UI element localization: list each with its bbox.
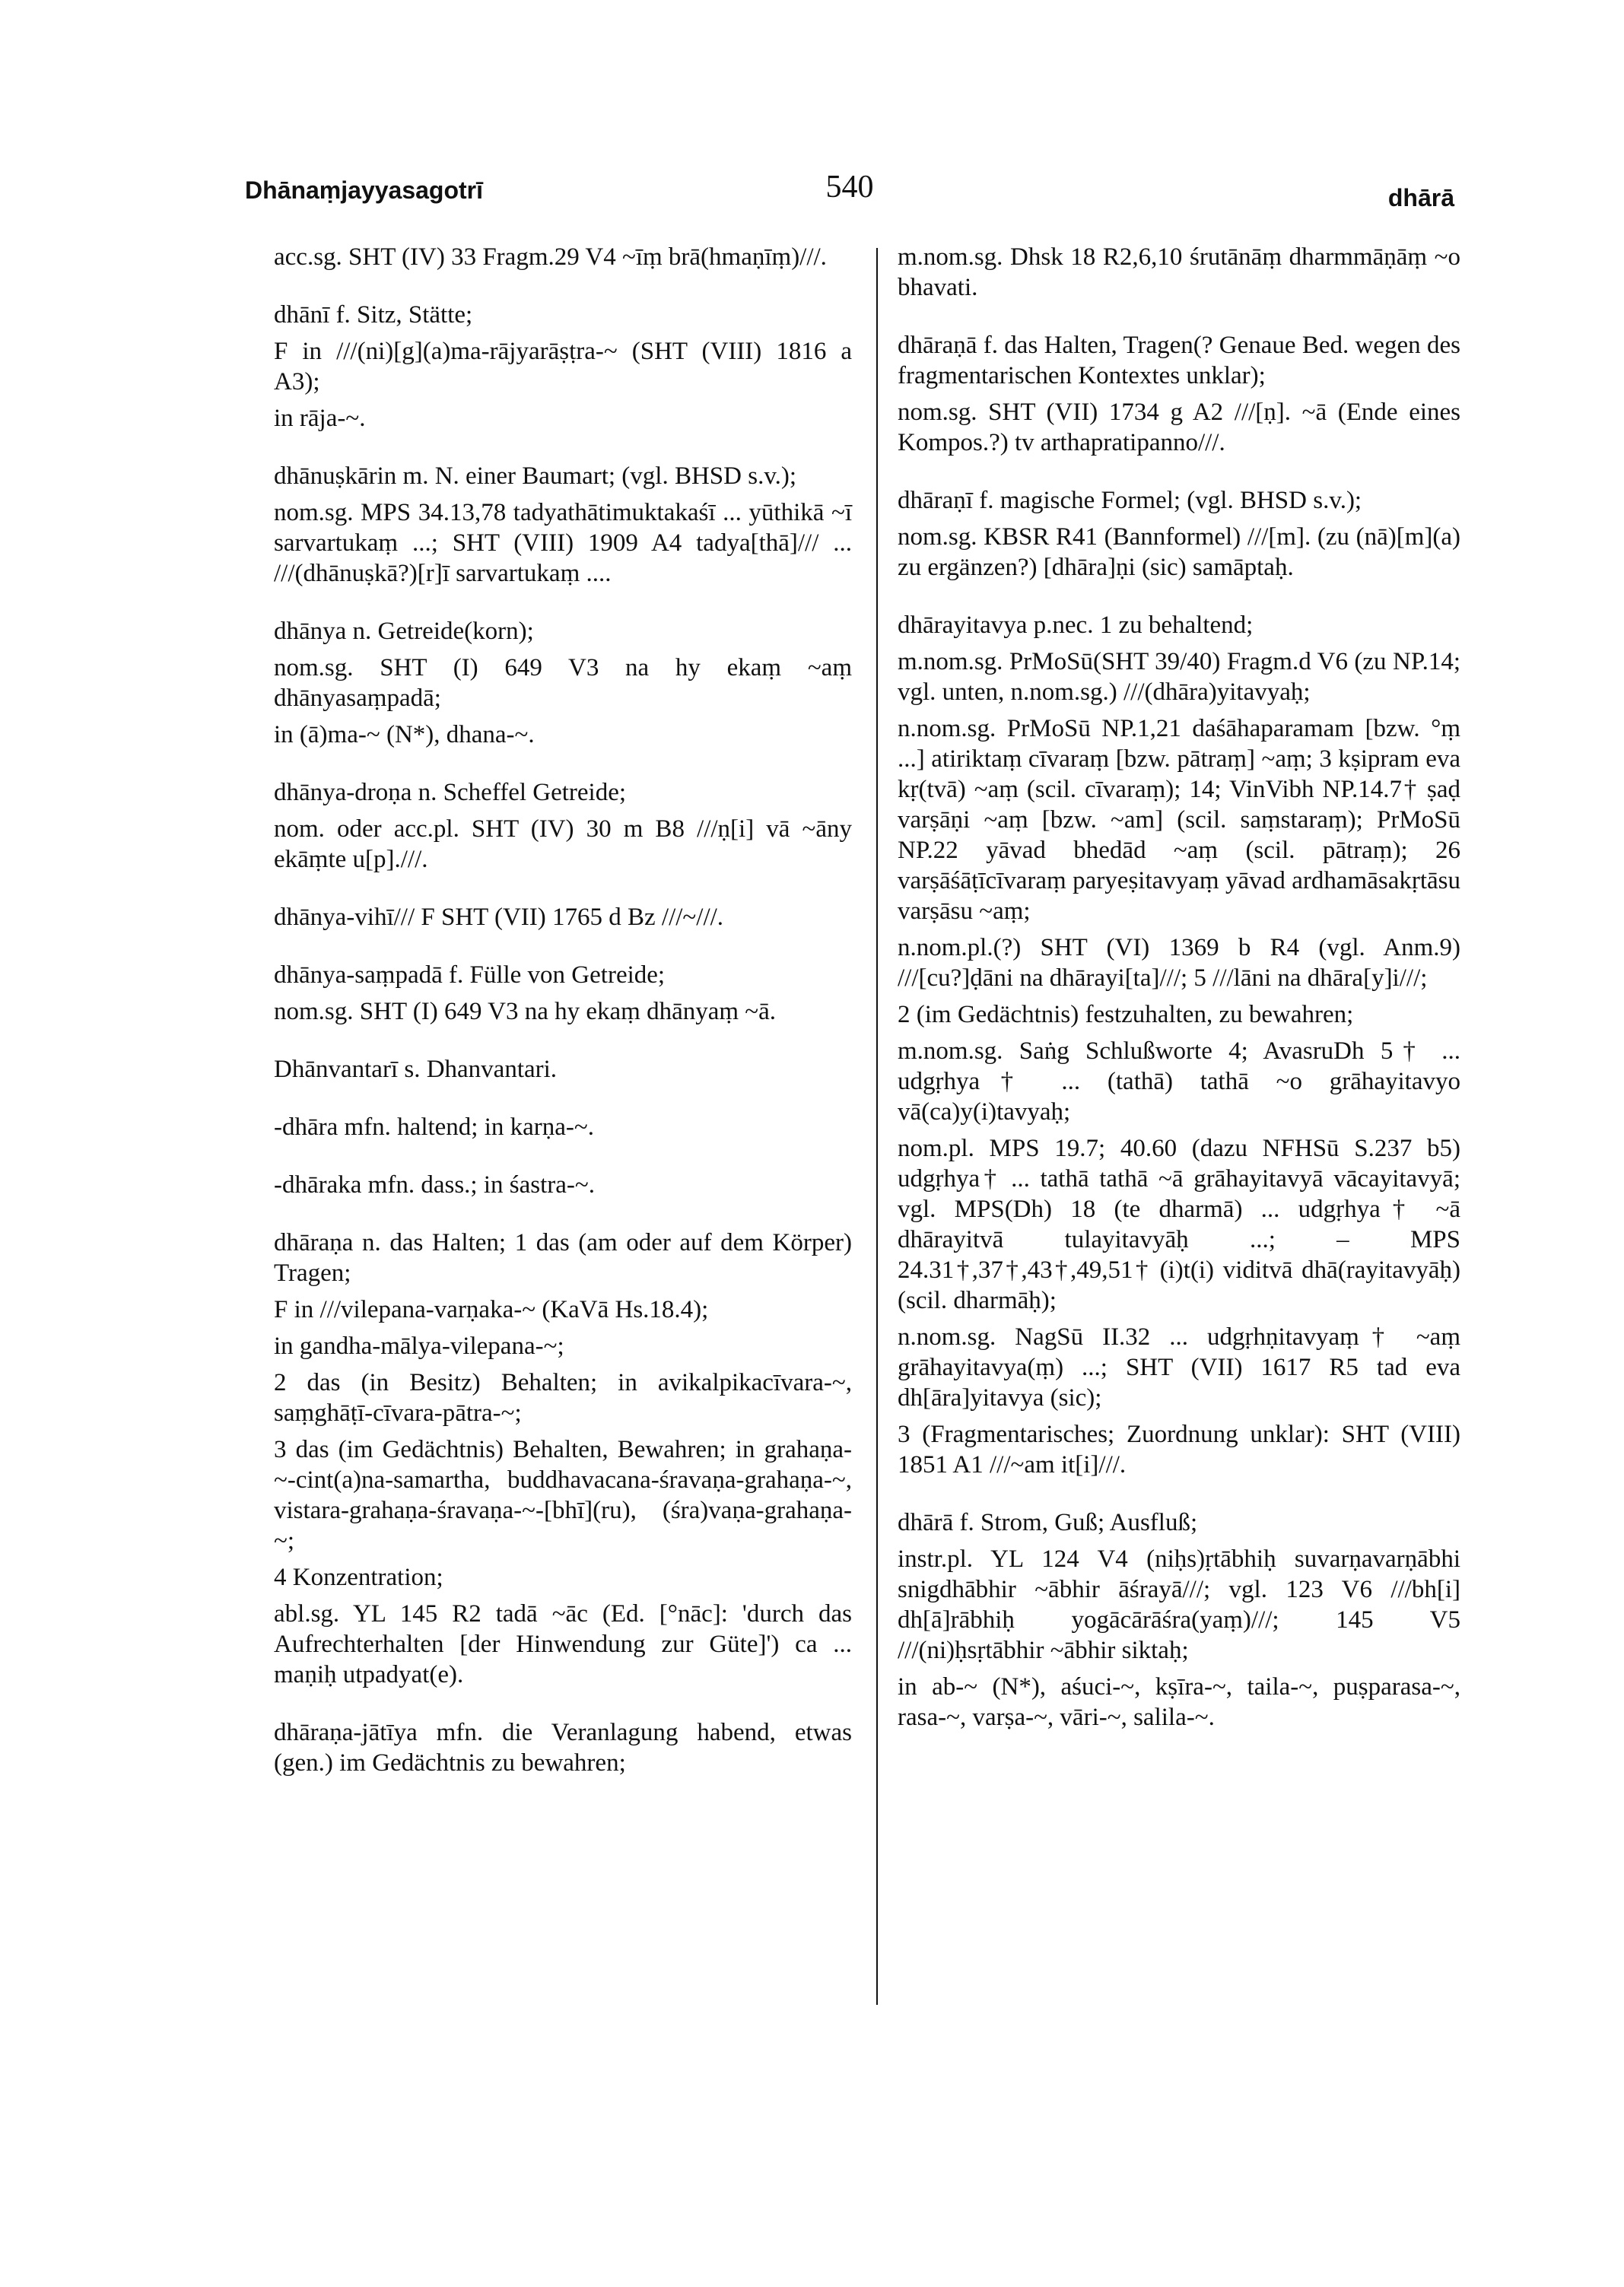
entry-line: instr.pl. YL 124 V4 (niḥs)ṛtābhiḥ suvarṇavarṇābhi snigdhābhir ~ābhir āśrayā///; vgl. 123 V6 ///bh[i] dh[ā]rābhiḥ yogācārāśra(yaṃ)///; 145 V5 ///(ni)ḥsṛtābhir ~ābhir siktaḥ; xyxy=(898,1545,1460,1664)
dictionary-entry xyxy=(274,616,852,750)
dictionary-entry xyxy=(898,1507,1460,1733)
entry-headline: -dhāra mfn. haltend; in karṇa-~. xyxy=(274,1113,595,1141)
column-divider xyxy=(876,248,878,2005)
entry-line: nom.pl. MPS 19.7; 40.60 (dazu NFHSū S.237 b5) udgṛhya† ... tathā tathā ~ā grāhayitavyā vācayitavyā; vgl. MPS(Dh) 18 (te dharmā) ... udgṛhya† ~ā dhārayitvā tulayitavyāḥ ...; – MPS 24.31†,37†,43†,49,51† (i)t(i) viditvā dhā(rayitavyāḥ) (scil. dharmāḥ); xyxy=(898,1135,1460,1314)
entry-line: m.nom.sg. PrMoSū(SHT 39/40) Fragm.d V6 (zu NP.14; vgl. unten, n.nom.sg.) ///(dhāra)yitavyaḥ; xyxy=(898,648,1460,706)
entry-headline: dhāraṇa n. das Halten; 1 das (am oder auf dem Körper) Tragen; xyxy=(274,1229,852,1287)
entry-line: 2 (im Gedächtnis) festzuhalten, zu bewahren; xyxy=(898,1001,1354,1028)
dictionary-entry xyxy=(274,242,852,272)
dictionary-entry xyxy=(274,960,852,1027)
dictionary-entry xyxy=(898,485,1460,583)
entry-headline: m.nom.sg. Dhsk 18 R2,6,10 śrutānāṃ dharmmāṇāṃ ~o bhavati. xyxy=(898,243,1460,301)
entry-line: n.nom.pl.(?) SHT (VI) 1369 b R4 (vgl. Anm.9) ///[cu?]ḍāni na dhārayi[ta]///; 5 ///lāni na dhāra[y]i///; xyxy=(898,934,1460,992)
dictionary-entry xyxy=(898,330,1460,458)
entry-line: in gandha-mālya-vilepana-~; xyxy=(274,1332,564,1360)
entry-line: nom. oder acc.pl. SHT (IV) 30 m B8 ///ṇ[i] vā ~āny ekāṃte u[p].///. xyxy=(274,815,852,873)
entry-line: 4 Konzentration; xyxy=(274,1564,443,1591)
dictionary-entry xyxy=(898,242,1460,303)
entry-headline: dhānya-saṃpadā f. Fülle von Getreide; xyxy=(274,961,666,989)
dictionary-entry xyxy=(898,610,1460,1480)
entry-headline: dhāraṇa-jātīya mfn. die Veranlagung habend, etwas (gen.) im Gedächtnis zu bewahren; xyxy=(274,1719,852,1777)
page-header xyxy=(245,169,1454,222)
entry-headline: dhāraṇī f. magische Formel; (vgl. BHSD s.v.); xyxy=(898,487,1362,514)
entry-headline: dhāraṇā f. das Halten, Tragen(? Genaue Bed. wegen des fragmentarischen Kontextes unklar); xyxy=(898,332,1460,389)
entry-line: F in ///vilepana-varṇaka-~ (KaVā Hs.18.4); xyxy=(274,1296,709,1323)
entry-line: 3 (Fragmentarisches; Zuordnung unklar): SHT (VIII) 1851 A1 ///~am it[i]///. xyxy=(898,1421,1460,1479)
dictionary-entry xyxy=(274,461,852,589)
entry-line: nom.sg. SHT (I) 649 V3 na hy ekaṃ ~aṃ dhānyasaṃpadā; xyxy=(274,654,852,712)
entry-line: m.nom.sg. Saṅg Schlußworte 4; AvasruDh 5† ... udgṛhya† ... (tathā) tathā ~o grāhayitavyo vā(ca)y(i)tavyaḥ; xyxy=(898,1037,1460,1126)
entry-headline: acc.sg. SHT (IV) 33 Fragm.29 V4 ~īṃ brā(hmaṇīṃ)///. xyxy=(274,243,827,271)
entry-headline: dhānya-droṇa n. Scheffel Getreide; xyxy=(274,779,627,806)
dictionary-entry xyxy=(274,1717,852,1778)
entry-headline: dhārā f. Strom, Guß; Ausfluß; xyxy=(898,1509,1198,1536)
entry-line: in (ā)ma-~ (N*), dhana-~. xyxy=(274,721,535,748)
entry-line: nom.sg. SHT (I) 649 V3 na hy ekaṃ dhānyaṃ ~ā. xyxy=(274,998,777,1025)
entry-line: 2 das (in Besitz) Behalten; in avikalpikacīvara-~, saṃghāṭī-cīvara-pātra-~; xyxy=(274,1369,852,1427)
dictionary-entry xyxy=(274,300,852,434)
entry-line: in ab-~ (N*), aśuci-~, kṣīra-~, taila-~, puṣparasa-~, rasa-~, varṣa-~, vāri-~, salila-~. xyxy=(898,1673,1460,1731)
entry-line: n.nom.sg. NagSū II.32 ... udgṛhṇitavyaṃ† ~aṃ grāhayitavya(ṃ) ...; SHT (VII) 1617 R5 tad eva dh[āra]yitavya (sic); xyxy=(898,1323,1460,1412)
left-column xyxy=(274,242,852,1806)
dictionary-entry xyxy=(274,1170,852,1200)
entry-line: 3 das (im Gedächtnis) Behalten, Bewahren; in grahaṇa-~-cint(a)na-samartha, buddhavacana-śravaṇa-grahaṇa-~, vistara-grahaṇa-śravaṇa-~-[bhī](ru), (śra)vaṇa-grahaṇa-~; xyxy=(274,1436,852,1555)
entry-headline: dhānya n. Getreide(korn); xyxy=(274,618,534,645)
entry-line: abl.sg. YL 145 R2 tadā ~āc (Ed. [°nāc]: 'durch das Aufrechterhalten [der Hinwendung zur Güte]') ca ... maṇiḥ utpadyat(e). xyxy=(274,1600,852,1688)
entry-headline: dhānuṣkārin m. N. einer Baumart; (vgl. BHSD s.v.); xyxy=(274,462,797,490)
header-right-catchword: dhārā xyxy=(1387,184,1454,211)
entry-headline: -dhāraka mfn. dass.; in śastra-~. xyxy=(274,1171,595,1199)
entry-headline: dhānya-vihī/// F SHT (VII) 1765 d Bz ///~///. xyxy=(274,904,724,931)
right-column xyxy=(898,242,1460,1760)
entry-line: nom.sg. KBSR R41 (Bannformel) ///[m]. (zu (nā)[m](a) zu ergänzen?) [dhāra]ṇi (sic) samāptaḥ. xyxy=(898,523,1460,581)
entry-headline: dhānī f. Sitz, Stätte; xyxy=(274,301,473,329)
entry-headline: Dhānvantarī s. Dhanvantari. xyxy=(274,1056,558,1083)
header-left-catchword: Dhānaṃjayyasagotrī xyxy=(245,176,484,204)
dictionary-entry xyxy=(274,902,852,932)
dictionary-entry xyxy=(274,1112,852,1142)
entry-line: nom.sg. SHT (VII) 1734 g A2 ///[ṇ]. ~ā (Ende eines Kompos.?) tv arthapratipanno///. xyxy=(898,399,1460,456)
entry-headline: dhārayitavya p.nec. 1 zu behaltend; xyxy=(898,611,1254,639)
entry-line: nom.sg. MPS 34.13,78 tadyathātimuktakaśī ... yūthikā ~ī sarvartukaṃ ...; SHT (VIII) 1909 A4 tadya[thā]/// ... ///(dhānuṣkā?)[r]ī sarvartukaṃ .... xyxy=(274,499,852,587)
entry-line: F in ///(ni)[g](a)ma-rājyarāṣṭra-~ (SHT (VIII) 1816 a A3); xyxy=(274,338,852,395)
dictionary-entry xyxy=(274,1228,852,1690)
entry-line: in rāja-~. xyxy=(274,405,366,432)
page-number: 540 xyxy=(825,170,874,205)
entry-line: n.nom.sg. PrMoSū NP.1,21 daśāhaparamam [bzw. °ṃ ...] atiriktaṃ cīvaraṃ [bzw. pātraṃ] ~aṃ; 3 kṣipram eva kṛ(tvā) ~aṃ (scil. cīvaraṃ); 14; VinVibh NP.14.7† ṣaḍ varṣāṇi ~aṃ [bzw. ~am] (scil. saṃstaraṃ); PrMoSū NP.22 yāvad bhedād ~aṃ (scil. pātraṃ); 26 varṣāśāṭīcīvaraṃ paryeṣitavyaṃ yāvad ardhamāsakṛtāsu varṣāsu ~aṃ; xyxy=(898,715,1460,925)
dictionary-entry xyxy=(274,1054,852,1085)
dictionary-entry xyxy=(274,777,852,875)
